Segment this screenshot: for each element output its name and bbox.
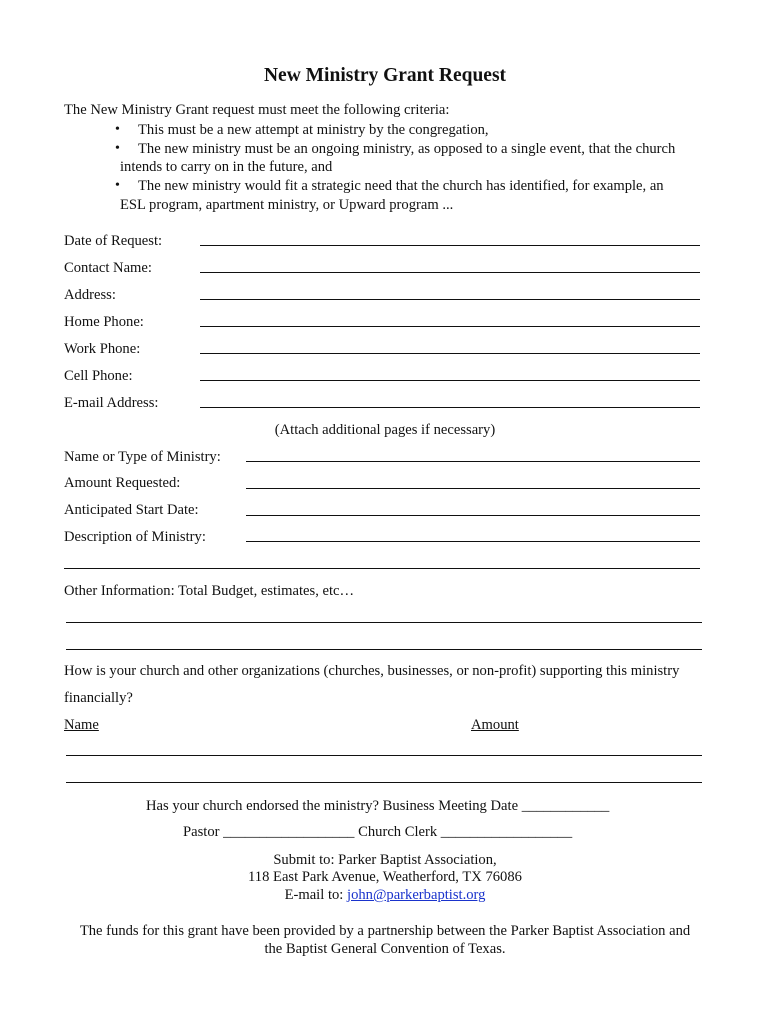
endorse-question: Has your church endorsed the ministry? Business Meeting Date ____________ — [146, 798, 610, 814]
amount-requested-field[interactable] — [246, 488, 700, 489]
email-line — [0, 886, 770, 904]
other-info-label: Other Information: Total Budget, estimates, etc… — [64, 583, 355, 599]
address-field[interactable] — [200, 299, 700, 300]
footer-text: The funds for this grant have been provided by a partnership between the Parker Baptist Association and — [79, 923, 691, 939]
home-phone-label: Home Phone: — [64, 314, 144, 330]
submit-address: 118 East Park Avenue, Weatherford, TX 76086 — [248, 869, 522, 885]
ministry-name-label: Name or Type of Ministry: — [64, 449, 221, 465]
email-link[interactable]: john@parkerbaptist.org — [347, 887, 486, 903]
criteria-item-2: The new ministry must be an ongoing ministry, as opposed to a single event, that the church — [138, 141, 676, 157]
work-phone-label: Work Phone: — [64, 341, 141, 357]
submit-to: Submit to: Parker Baptist Association, — [273, 852, 497, 868]
other-info-field-line-2[interactable] — [66, 649, 702, 650]
start-date-field[interactable] — [246, 515, 700, 516]
cell-phone-field[interactable] — [200, 380, 700, 381]
intro-text: The New Ministry Grant request must meet the following criteria: — [64, 102, 450, 118]
attach-note: (Attach additional pages if necessary) — [274, 422, 496, 438]
contact-name-field[interactable] — [200, 272, 700, 273]
criteria-item-2-cont: intends to carry on in the future, and — [120, 159, 333, 175]
name-column-header: Name — [64, 717, 99, 733]
ministry-name-field[interactable] — [246, 461, 700, 462]
support-row-line-1[interactable] — [66, 755, 702, 756]
criteria-item-1: This must be a new attempt at ministry by the congregation, — [138, 122, 489, 138]
bullet-icon: • — [115, 122, 120, 137]
email-label: E-mail to: — [284, 887, 344, 903]
description-label: Description of Ministry: — [64, 529, 206, 545]
support-row-line-2[interactable] — [66, 782, 702, 783]
email-address-label: E-mail Address: — [64, 395, 159, 411]
date-of-request-label: Date of Request: — [64, 233, 163, 249]
bullet-icon: • — [115, 178, 120, 193]
criteria-item-3: The new ministry would fit a strategic need that the church has identified, for example, an — [138, 178, 664, 194]
other-info-field-line-1[interactable] — [66, 622, 702, 623]
description-field-line-2[interactable] — [64, 568, 700, 569]
pastor-clerk-signature-line: Pastor __________________ Church Clerk __________________ — [183, 824, 573, 840]
cell-phone-label: Cell Phone: — [64, 368, 133, 384]
support-question: How is your church and other organizations (churches, businesses, or non-profit) supporting this ministry — [64, 663, 680, 679]
description-field[interactable] — [246, 541, 700, 542]
contact-name-label: Contact Name: — [64, 260, 152, 276]
address-label: Address: — [64, 287, 116, 303]
date-of-request-field[interactable] — [200, 245, 700, 246]
email-address-field[interactable] — [200, 407, 700, 408]
work-phone-field[interactable] — [200, 353, 700, 354]
amount-column-header: Amount — [471, 717, 519, 733]
amount-requested-label: Amount Requested: — [64, 475, 181, 491]
criteria-item-3-cont: ESL program, apartment ministry, or Upward program ... — [120, 197, 454, 213]
page-title: New Ministry Grant Request — [263, 65, 507, 86]
footer-text-cont: the Baptist General Convention of Texas. — [264, 941, 506, 957]
bullet-icon: • — [115, 141, 120, 156]
start-date-label: Anticipated Start Date: — [64, 502, 199, 518]
home-phone-field[interactable] — [200, 326, 700, 327]
support-question-cont: financially? — [64, 690, 133, 706]
